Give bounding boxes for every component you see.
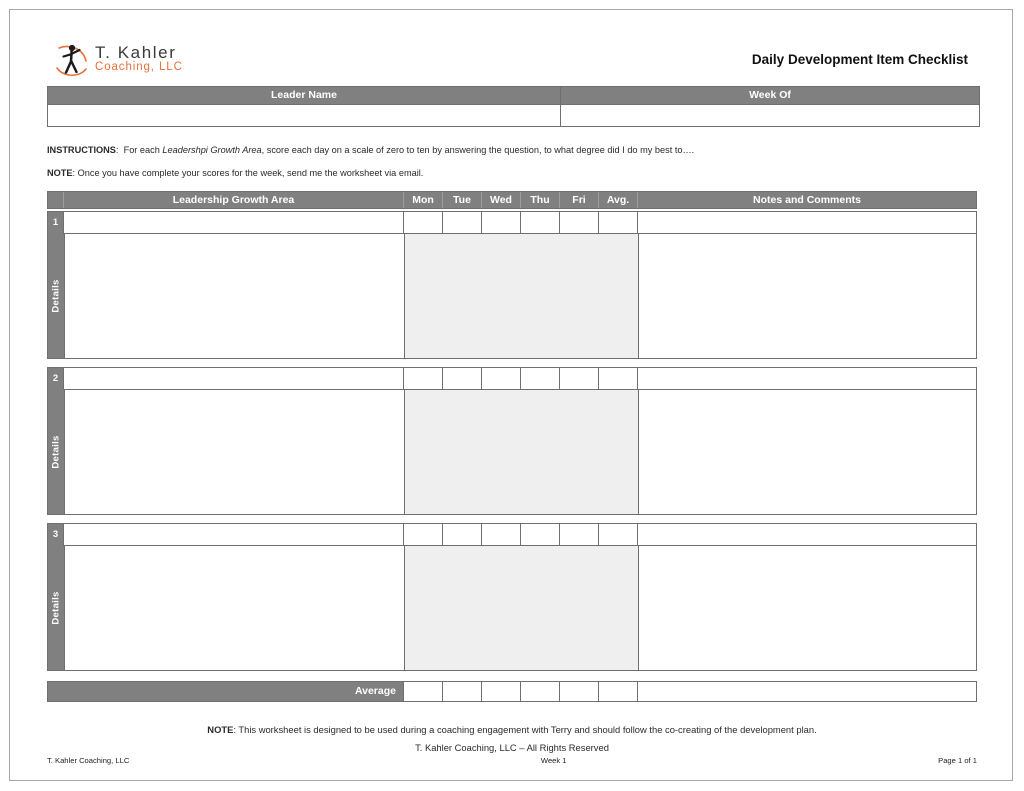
document-header <box>47 35 977 83</box>
grid-header-notes: Notes and Comments <box>753 193 861 206</box>
instructions-label: INSTRUCTIONS <box>47 145 116 155</box>
average-row <box>47 681 977 702</box>
item-score-tue[interactable] <box>443 524 482 546</box>
item-details-notes-input[interactable] <box>639 390 976 514</box>
grid-header-area: Leadership Growth Area <box>64 192 404 208</box>
grid-header-number <box>48 192 64 208</box>
item-notes-input[interactable] <box>638 524 976 546</box>
item-entry-row <box>48 212 976 234</box>
identity-value-row <box>48 105 980 127</box>
details-tab <box>48 390 65 514</box>
grid-header-fri: Fri <box>560 192 599 208</box>
item-details-row <box>48 546 976 670</box>
instructions-pre: For each <box>123 145 163 155</box>
item-number: 1 <box>48 212 64 234</box>
item-area-input[interactable] <box>64 212 404 234</box>
details-label: Details <box>50 435 62 469</box>
instructions-note-text: : Once you have complete your scores for the week, send me the worksheet via email. <box>72 168 424 179</box>
footer-note-line <box>47 721 977 739</box>
item-number: 3 <box>48 524 64 546</box>
item-score-wed[interactable] <box>482 524 521 546</box>
average-mon <box>404 682 443 701</box>
item-details-row <box>48 390 976 514</box>
copyright-line: T. Kahler Coaching, LLC – All Rights Reserved <box>415 741 609 753</box>
item-score-avg <box>599 368 638 390</box>
item-area-input[interactable] <box>64 368 404 390</box>
instructions-italic: Leadershpi Growth Area <box>162 145 262 155</box>
item-score-mon[interactable] <box>404 524 443 546</box>
item-details-notes-input[interactable] <box>639 234 976 358</box>
details-tab <box>48 234 65 358</box>
worksheet-sheet <box>47 35 977 757</box>
checklist-item-block <box>47 523 977 671</box>
footer-note-label: NOTE <box>207 723 234 735</box>
item-notes-input[interactable] <box>638 368 976 390</box>
footer-notes-block <box>47 721 977 757</box>
item-score-tue[interactable] <box>443 368 482 390</box>
item-details-input[interactable] <box>65 234 405 358</box>
page-footer <box>47 756 977 765</box>
details-label: Details <box>50 591 62 625</box>
average-fri <box>560 682 599 701</box>
grid-header-row <box>47 191 977 209</box>
checklist-item-block <box>47 211 977 359</box>
item-score-wed[interactable] <box>482 212 521 234</box>
item-score-fri[interactable] <box>560 212 599 234</box>
leader-name-header: Leader Name <box>48 87 561 105</box>
item-number: 2 <box>48 368 64 390</box>
average-label: Average <box>48 682 404 701</box>
instructions-block <box>47 144 977 180</box>
details-tab <box>48 546 65 670</box>
page-title: Daily Development Item Checklist <box>751 51 968 67</box>
item-score-avg <box>599 212 638 234</box>
instructions-line <box>47 144 977 156</box>
instructions-post: , score each day on a scale of zero to ten by answering the question, to what degree did I do my best to…. <box>261 145 695 155</box>
instructions-note-line <box>47 167 977 179</box>
leader-name-input[interactable] <box>48 105 561 127</box>
item-notes-input[interactable] <box>638 212 976 234</box>
instructions-sep: : <box>115 145 119 155</box>
average-tue <box>443 682 482 701</box>
page-footer-left: T. Kahler Coaching, LLC <box>47 756 130 765</box>
identity-table <box>47 86 980 127</box>
average-notes <box>638 682 976 701</box>
item-score-tue[interactable] <box>443 212 482 234</box>
average-thu <box>521 682 560 701</box>
item-details-input[interactable] <box>65 546 405 670</box>
average-wed <box>482 682 521 701</box>
checklist-item-block <box>47 367 977 515</box>
item-score-fri[interactable] <box>560 524 599 546</box>
brand-name: T. Kahler <box>95 43 177 63</box>
item-score-thu[interactable] <box>521 524 560 546</box>
identity-header-row <box>48 87 980 105</box>
runner-figure-icon <box>55 39 89 79</box>
checklist-grid <box>47 191 977 702</box>
item-details-days-shaded <box>405 234 639 358</box>
average-avg <box>599 682 638 701</box>
item-details-days-shaded <box>405 390 639 514</box>
item-area-input[interactable] <box>64 524 404 546</box>
item-score-fri[interactable] <box>560 368 599 390</box>
item-score-wed[interactable] <box>482 368 521 390</box>
footer-note-text: : This worksheet is designed to be used during a coaching engagement with Terry and should follow the co-creating of the development plan. <box>233 723 817 735</box>
instructions-note-label: NOTE <box>47 168 73 179</box>
item-entry-row <box>48 524 976 546</box>
grid-header-mon: Mon <box>404 192 443 208</box>
brand-tagline: Coaching, LLC <box>95 60 183 73</box>
brand-logo <box>47 39 183 79</box>
grid-header-thu: Thu <box>521 192 560 208</box>
grid-header-wed: Wed <box>482 192 521 208</box>
item-details-notes-input[interactable] <box>639 546 976 670</box>
page-footer-right: Page 1 of 1 <box>938 756 977 765</box>
page-frame <box>9 9 1013 781</box>
week-of-input[interactable] <box>561 105 980 127</box>
item-score-mon[interactable] <box>404 212 443 234</box>
item-details-input[interactable] <box>65 390 405 514</box>
grid-header-tue: Tue <box>443 192 482 208</box>
details-label: Details <box>50 279 62 313</box>
grid-header-avg: Avg. <box>599 192 638 208</box>
item-score-mon[interactable] <box>404 368 443 390</box>
item-score-thu[interactable] <box>521 368 560 390</box>
item-score-avg <box>599 524 638 546</box>
item-entry-row <box>48 368 976 390</box>
page-footer-center: Week 1 <box>540 756 567 765</box>
item-score-thu[interactable] <box>521 212 560 234</box>
item-details-days-shaded <box>405 546 639 670</box>
brand-text <box>95 44 183 74</box>
item-details-row <box>48 234 976 358</box>
week-of-header: Week Of <box>561 87 980 105</box>
